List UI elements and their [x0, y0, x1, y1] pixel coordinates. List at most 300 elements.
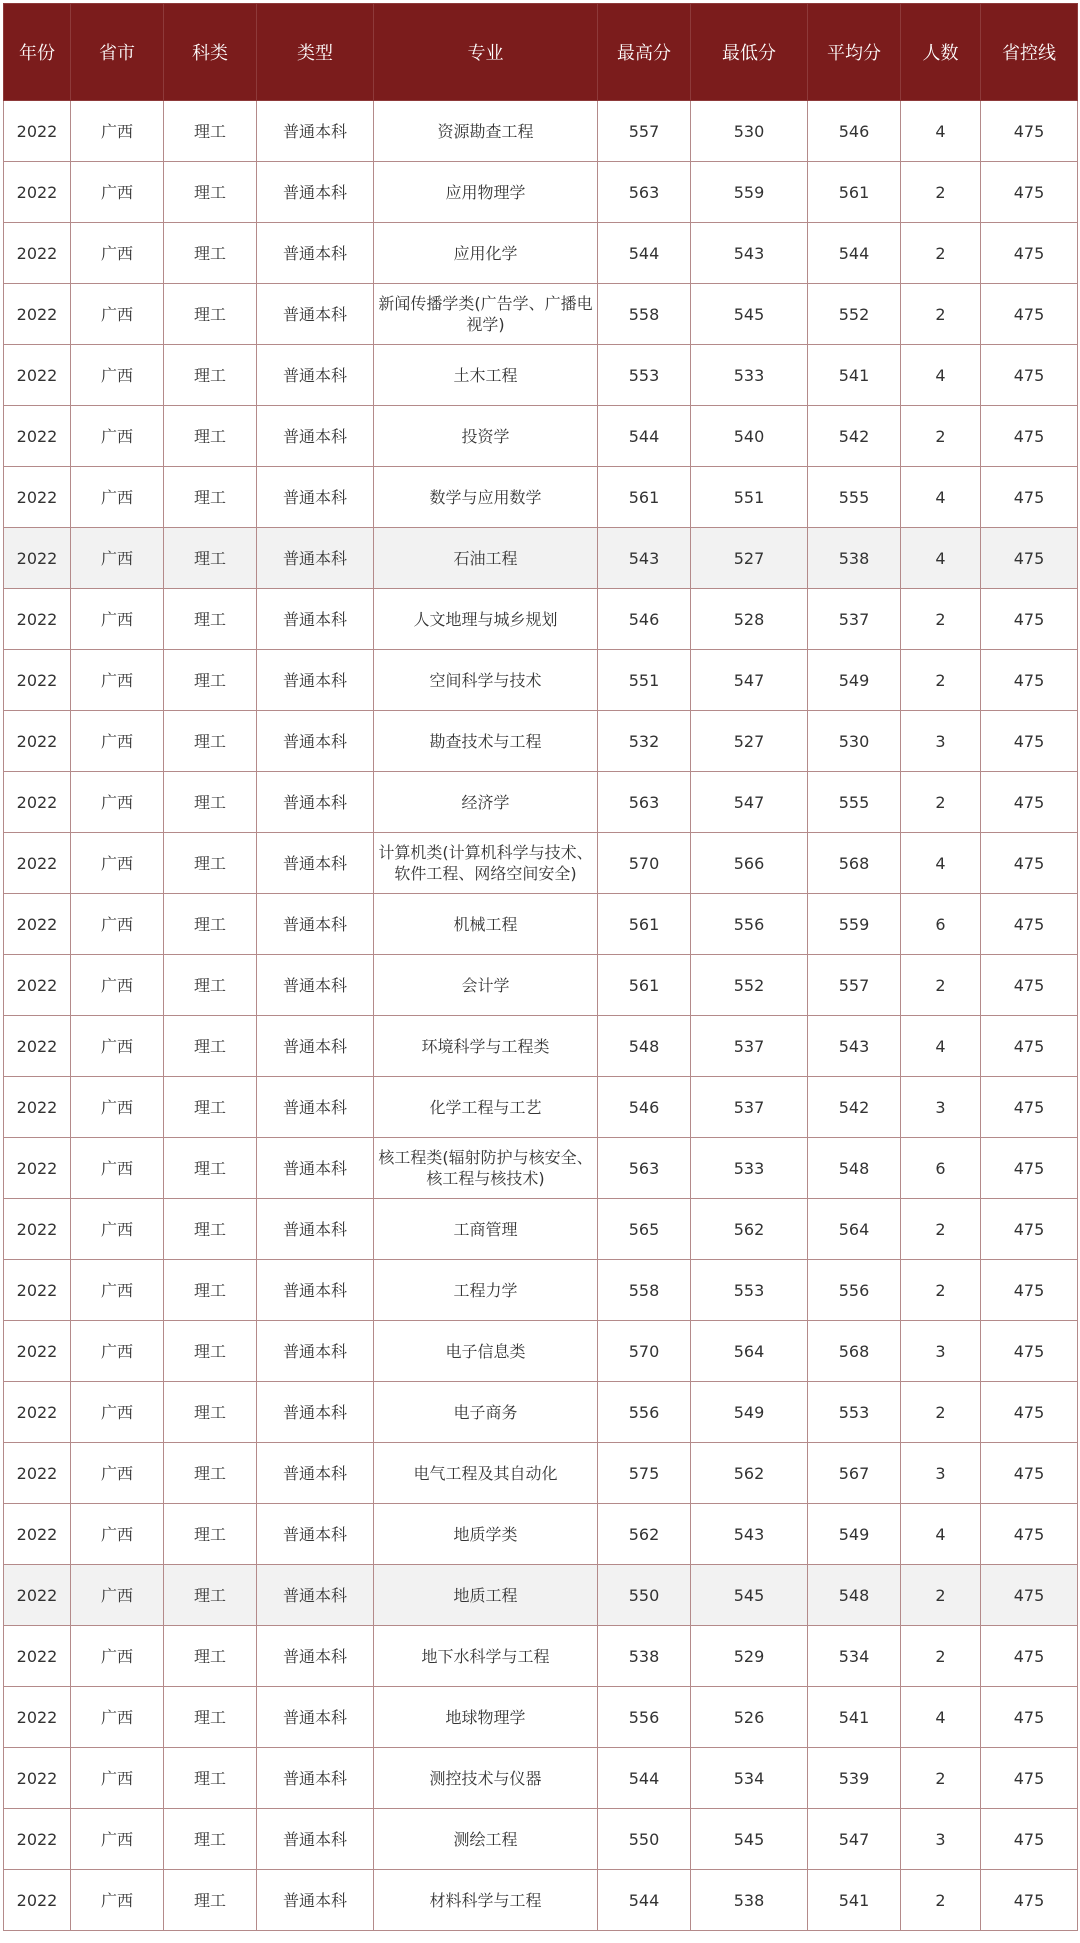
cell-type: 普通本科: [257, 650, 374, 711]
cell-avg-score: 544: [808, 223, 901, 284]
cell-category: 理工: [164, 345, 257, 406]
cell-min-score: 553: [691, 1260, 808, 1321]
cell-category: 理工: [164, 101, 257, 162]
cell-min-score: 527: [691, 528, 808, 589]
cell-province: 广西: [71, 711, 164, 772]
cell-year: 2022: [4, 1565, 71, 1626]
cell-min-score: 527: [691, 711, 808, 772]
cell-year: 2022: [4, 406, 71, 467]
cell-control-line: 475: [981, 1382, 1078, 1443]
cell-category: 理工: [164, 284, 257, 345]
table-row: [4, 1321, 1078, 1382]
cell-max-score: 532: [598, 711, 691, 772]
table-row: [4, 528, 1078, 589]
cell-type: 普通本科: [257, 772, 374, 833]
cell-category: 理工: [164, 955, 257, 1016]
cell-control-line: 475: [981, 1138, 1078, 1199]
cell-min-score: 552: [691, 955, 808, 1016]
cell-avg-score: 543: [808, 1016, 901, 1077]
table-row: [4, 1687, 1078, 1748]
cell-category: 理工: [164, 1199, 257, 1260]
cell-control-line: 475: [981, 1748, 1078, 1809]
cell-count: 6: [901, 1138, 981, 1199]
cell-type: 普通本科: [257, 711, 374, 772]
cell-major: 应用物理学: [374, 162, 598, 223]
cell-type: 普通本科: [257, 1565, 374, 1626]
cell-count: 4: [901, 528, 981, 589]
cell-count: 4: [901, 345, 981, 406]
cell-province: 广西: [71, 1870, 164, 1931]
cell-count: 4: [901, 101, 981, 162]
cell-category: 理工: [164, 1565, 257, 1626]
cell-control-line: 475: [981, 1199, 1078, 1260]
cell-year: 2022: [4, 772, 71, 833]
cell-year: 2022: [4, 955, 71, 1016]
cell-category: 理工: [164, 650, 257, 711]
cell-avg-score: 567: [808, 1443, 901, 1504]
cell-province: 广西: [71, 345, 164, 406]
cell-min-score: 559: [691, 162, 808, 223]
cell-province: 广西: [71, 101, 164, 162]
table-row: [4, 162, 1078, 223]
cell-year: 2022: [4, 1199, 71, 1260]
cell-min-score: 545: [691, 284, 808, 345]
cell-count: 2: [901, 1565, 981, 1626]
cell-avg-score: 556: [808, 1260, 901, 1321]
cell-year: 2022: [4, 1809, 71, 1870]
cell-max-score: 544: [598, 1748, 691, 1809]
cell-count: 3: [901, 1443, 981, 1504]
cell-category: 理工: [164, 1382, 257, 1443]
cell-avg-score: 548: [808, 1565, 901, 1626]
cell-count: 3: [901, 1077, 981, 1138]
cell-year: 2022: [4, 589, 71, 650]
cell-major: 会计学: [374, 955, 598, 1016]
cell-year: 2022: [4, 1382, 71, 1443]
cell-category: 理工: [164, 1748, 257, 1809]
cell-avg-score: 561: [808, 162, 901, 223]
table-row: [4, 467, 1078, 528]
cell-max-score: 561: [598, 467, 691, 528]
cell-type: 普通本科: [257, 589, 374, 650]
cell-avg-score: 553: [808, 1382, 901, 1443]
cell-major: 地球物理学: [374, 1687, 598, 1748]
cell-min-score: 530: [691, 101, 808, 162]
cell-control-line: 475: [981, 1077, 1078, 1138]
cell-province: 广西: [71, 1565, 164, 1626]
cell-count: 3: [901, 1809, 981, 1870]
cell-type: 普通本科: [257, 955, 374, 1016]
cell-max-score: 551: [598, 650, 691, 711]
table-row: [4, 955, 1078, 1016]
cell-major: 地质工程: [374, 1565, 598, 1626]
cell-province: 广西: [71, 772, 164, 833]
table-row: [4, 1138, 1078, 1199]
cell-year: 2022: [4, 1870, 71, 1931]
cell-category: 理工: [164, 528, 257, 589]
cell-min-score: 534: [691, 1748, 808, 1809]
cell-control-line: 475: [981, 955, 1078, 1016]
cell-major: 经济学: [374, 772, 598, 833]
cell-avg-score: 552: [808, 284, 901, 345]
cell-category: 理工: [164, 1504, 257, 1565]
cell-type: 普通本科: [257, 467, 374, 528]
cell-control-line: 475: [981, 162, 1078, 223]
table-row: [4, 1443, 1078, 1504]
cell-type: 普通本科: [257, 833, 374, 894]
cell-type: 普通本科: [257, 1199, 374, 1260]
cell-province: 广西: [71, 1016, 164, 1077]
cell-year: 2022: [4, 711, 71, 772]
cell-type: 普通本科: [257, 894, 374, 955]
cell-province: 广西: [71, 955, 164, 1016]
cell-control-line: 475: [981, 1260, 1078, 1321]
cell-type: 普通本科: [257, 1809, 374, 1870]
cell-max-score: 544: [598, 223, 691, 284]
cell-category: 理工: [164, 223, 257, 284]
cell-avg-score: 559: [808, 894, 901, 955]
cell-control-line: 475: [981, 101, 1078, 162]
cell-count: 6: [901, 894, 981, 955]
cell-avg-score: 549: [808, 1504, 901, 1565]
cell-count: 2: [901, 955, 981, 1016]
cell-type: 普通本科: [257, 1626, 374, 1687]
cell-avg-score: 549: [808, 650, 901, 711]
cell-category: 理工: [164, 1809, 257, 1870]
cell-min-score: 547: [691, 650, 808, 711]
cell-count: 3: [901, 711, 981, 772]
cell-province: 广西: [71, 162, 164, 223]
cell-count: 4: [901, 833, 981, 894]
cell-category: 理工: [164, 772, 257, 833]
cell-major: 计算机类(计算机科学与技术、软件工程、网络空间安全): [374, 833, 598, 894]
cell-province: 广西: [71, 284, 164, 345]
cell-type: 普通本科: [257, 1748, 374, 1809]
header-row: [4, 4, 1078, 101]
cell-province: 广西: [71, 589, 164, 650]
cell-year: 2022: [4, 833, 71, 894]
cell-year: 2022: [4, 1687, 71, 1748]
cell-min-score: 537: [691, 1077, 808, 1138]
cell-max-score: 553: [598, 345, 691, 406]
cell-year: 2022: [4, 284, 71, 345]
cell-major: 工程力学: [374, 1260, 598, 1321]
cell-control-line: 475: [981, 284, 1078, 345]
cell-type: 普通本科: [257, 345, 374, 406]
cell-major: 核工程类(辐射防护与核安全、核工程与核技术): [374, 1138, 598, 1199]
cell-category: 理工: [164, 1260, 257, 1321]
cell-max-score: 550: [598, 1809, 691, 1870]
cell-province: 广西: [71, 406, 164, 467]
cell-count: 2: [901, 1382, 981, 1443]
cell-major: 材料科学与工程: [374, 1870, 598, 1931]
cell-max-score: 558: [598, 284, 691, 345]
cell-max-score: 563: [598, 772, 691, 833]
cell-province: 广西: [71, 223, 164, 284]
cell-count: 4: [901, 1016, 981, 1077]
table-row: [4, 711, 1078, 772]
cell-category: 理工: [164, 1870, 257, 1931]
cell-avg-score: 546: [808, 101, 901, 162]
cell-type: 普通本科: [257, 162, 374, 223]
cell-avg-score: 568: [808, 833, 901, 894]
column-header-year: 年份: [4, 4, 71, 101]
cell-year: 2022: [4, 101, 71, 162]
cell-min-score: 543: [691, 1504, 808, 1565]
table-row: [4, 650, 1078, 711]
cell-year: 2022: [4, 223, 71, 284]
cell-count: 4: [901, 1504, 981, 1565]
cell-year: 2022: [4, 650, 71, 711]
cell-type: 普通本科: [257, 1687, 374, 1748]
cell-avg-score: 568: [808, 1321, 901, 1382]
cell-control-line: 475: [981, 1016, 1078, 1077]
cell-type: 普通本科: [257, 1260, 374, 1321]
cell-major: 投资学: [374, 406, 598, 467]
cell-max-score: 570: [598, 1321, 691, 1382]
cell-control-line: 475: [981, 1565, 1078, 1626]
cell-avg-score: 539: [808, 1748, 901, 1809]
cell-avg-score: 555: [808, 467, 901, 528]
cell-category: 理工: [164, 162, 257, 223]
cell-type: 普通本科: [257, 406, 374, 467]
cell-province: 广西: [71, 1504, 164, 1565]
column-header-control-line: 省控线: [981, 4, 1078, 101]
cell-avg-score: 541: [808, 1870, 901, 1931]
cell-major: 人文地理与城乡规划: [374, 589, 598, 650]
cell-category: 理工: [164, 1443, 257, 1504]
cell-major: 测控技术与仪器: [374, 1748, 598, 1809]
cell-count: 3: [901, 1321, 981, 1382]
cell-province: 广西: [71, 528, 164, 589]
table-row: [4, 406, 1078, 467]
cell-category: 理工: [164, 894, 257, 955]
table-row: [4, 589, 1078, 650]
table-row: [4, 1626, 1078, 1687]
cell-max-score: 557: [598, 101, 691, 162]
cell-min-score: 566: [691, 833, 808, 894]
cell-control-line: 475: [981, 589, 1078, 650]
cell-min-score: 545: [691, 1565, 808, 1626]
cell-avg-score: 542: [808, 1077, 901, 1138]
cell-category: 理工: [164, 1687, 257, 1748]
cell-year: 2022: [4, 345, 71, 406]
cell-max-score: 538: [598, 1626, 691, 1687]
cell-province: 广西: [71, 894, 164, 955]
cell-province: 广西: [71, 650, 164, 711]
cell-max-score: 562: [598, 1504, 691, 1565]
cell-count: 2: [901, 162, 981, 223]
cell-major: 机械工程: [374, 894, 598, 955]
cell-province: 广西: [71, 1138, 164, 1199]
table-row: [4, 772, 1078, 833]
cell-category: 理工: [164, 833, 257, 894]
cell-min-score: 562: [691, 1443, 808, 1504]
cell-major: 电气工程及其自动化: [374, 1443, 598, 1504]
cell-max-score: 556: [598, 1687, 691, 1748]
table-row: [4, 1870, 1078, 1931]
cell-count: 2: [901, 772, 981, 833]
cell-max-score: 556: [598, 1382, 691, 1443]
cell-major: 电子商务: [374, 1382, 598, 1443]
cell-avg-score: 547: [808, 1809, 901, 1870]
cell-type: 普通本科: [257, 1138, 374, 1199]
table-row: [4, 101, 1078, 162]
cell-max-score: 565: [598, 1199, 691, 1260]
cell-category: 理工: [164, 589, 257, 650]
cell-max-score: 544: [598, 1870, 691, 1931]
cell-min-score: 556: [691, 894, 808, 955]
cell-max-score: 563: [598, 162, 691, 223]
cell-count: 2: [901, 1626, 981, 1687]
cell-max-score: 570: [598, 833, 691, 894]
cell-avg-score: 537: [808, 589, 901, 650]
cell-min-score: 529: [691, 1626, 808, 1687]
cell-min-score: 538: [691, 1870, 808, 1931]
cell-type: 普通本科: [257, 1321, 374, 1382]
cell-major: 地质学类: [374, 1504, 598, 1565]
cell-major: 化学工程与工艺: [374, 1077, 598, 1138]
cell-min-score: 547: [691, 772, 808, 833]
cell-max-score: 561: [598, 894, 691, 955]
cell-type: 普通本科: [257, 1016, 374, 1077]
cell-year: 2022: [4, 1321, 71, 1382]
cell-min-score: 564: [691, 1321, 808, 1382]
cell-type: 普通本科: [257, 1504, 374, 1565]
column-header-type: 类型: [257, 4, 374, 101]
cell-province: 广西: [71, 833, 164, 894]
cell-min-score: 537: [691, 1016, 808, 1077]
cell-major: 勘查技术与工程: [374, 711, 598, 772]
cell-province: 广西: [71, 1626, 164, 1687]
cell-category: 理工: [164, 1077, 257, 1138]
cell-control-line: 475: [981, 223, 1078, 284]
cell-province: 广西: [71, 467, 164, 528]
cell-control-line: 475: [981, 894, 1078, 955]
cell-year: 2022: [4, 1138, 71, 1199]
table-row: [4, 1199, 1078, 1260]
cell-major: 地下水科学与工程: [374, 1626, 598, 1687]
admission-scores-table: [3, 3, 1078, 1931]
cell-control-line: 475: [981, 833, 1078, 894]
table-header: [4, 4, 1078, 101]
column-header-min-score: 最低分: [691, 4, 808, 101]
cell-avg-score: 530: [808, 711, 901, 772]
column-header-avg-score: 平均分: [808, 4, 901, 101]
cell-major: 资源勘查工程: [374, 101, 598, 162]
table-row: [4, 1504, 1078, 1565]
table-row: [4, 345, 1078, 406]
cell-min-score: 540: [691, 406, 808, 467]
cell-avg-score: 564: [808, 1199, 901, 1260]
cell-category: 理工: [164, 1138, 257, 1199]
cell-major: 测绘工程: [374, 1809, 598, 1870]
cell-min-score: 562: [691, 1199, 808, 1260]
cell-max-score: 544: [598, 406, 691, 467]
column-header-category: 科类: [164, 4, 257, 101]
cell-year: 2022: [4, 1748, 71, 1809]
cell-type: 普通本科: [257, 1077, 374, 1138]
cell-max-score: 550: [598, 1565, 691, 1626]
cell-max-score: 558: [598, 1260, 691, 1321]
cell-min-score: 533: [691, 345, 808, 406]
cell-control-line: 475: [981, 1870, 1078, 1931]
table-row: [4, 284, 1078, 345]
cell-min-score: 533: [691, 1138, 808, 1199]
cell-year: 2022: [4, 1626, 71, 1687]
cell-category: 理工: [164, 1016, 257, 1077]
cell-avg-score: 534: [808, 1626, 901, 1687]
cell-control-line: 475: [981, 1626, 1078, 1687]
cell-control-line: 475: [981, 650, 1078, 711]
table-row: [4, 1382, 1078, 1443]
cell-category: 理工: [164, 711, 257, 772]
cell-province: 广西: [71, 1748, 164, 1809]
table-row: [4, 833, 1078, 894]
table-row: [4, 1260, 1078, 1321]
cell-count: 2: [901, 650, 981, 711]
cell-major: 空间科学与技术: [374, 650, 598, 711]
cell-control-line: 475: [981, 711, 1078, 772]
cell-major: 新闻传播学类(广告学、广播电视学): [374, 284, 598, 345]
cell-province: 广西: [71, 1809, 164, 1870]
cell-type: 普通本科: [257, 1870, 374, 1931]
cell-min-score: 528: [691, 589, 808, 650]
cell-count: 2: [901, 1199, 981, 1260]
cell-category: 理工: [164, 467, 257, 528]
cell-province: 广西: [71, 1321, 164, 1382]
cell-max-score: 561: [598, 955, 691, 1016]
cell-type: 普通本科: [257, 1382, 374, 1443]
cell-control-line: 475: [981, 345, 1078, 406]
cell-year: 2022: [4, 467, 71, 528]
cell-type: 普通本科: [257, 223, 374, 284]
cell-province: 广西: [71, 1443, 164, 1504]
cell-control-line: 475: [981, 1443, 1078, 1504]
cell-year: 2022: [4, 162, 71, 223]
cell-count: 2: [901, 1748, 981, 1809]
table-row: [4, 223, 1078, 284]
cell-count: 2: [901, 1260, 981, 1321]
cell-province: 广西: [71, 1687, 164, 1748]
cell-max-score: 546: [598, 589, 691, 650]
cell-avg-score: 555: [808, 772, 901, 833]
cell-avg-score: 557: [808, 955, 901, 1016]
cell-type: 普通本科: [257, 101, 374, 162]
cell-max-score: 548: [598, 1016, 691, 1077]
cell-control-line: 475: [981, 467, 1078, 528]
column-header-max-score: 最高分: [598, 4, 691, 101]
cell-min-score: 526: [691, 1687, 808, 1748]
cell-max-score: 575: [598, 1443, 691, 1504]
cell-province: 广西: [71, 1260, 164, 1321]
cell-control-line: 475: [981, 772, 1078, 833]
column-header-major: 专业: [374, 4, 598, 101]
table-row: [4, 894, 1078, 955]
table-body: [4, 101, 1078, 1931]
cell-avg-score: 542: [808, 406, 901, 467]
cell-control-line: 475: [981, 1321, 1078, 1382]
cell-min-score: 543: [691, 223, 808, 284]
cell-min-score: 551: [691, 467, 808, 528]
table-row: [4, 1565, 1078, 1626]
cell-major: 土木工程: [374, 345, 598, 406]
cell-avg-score: 548: [808, 1138, 901, 1199]
cell-count: 2: [901, 1870, 981, 1931]
cell-year: 2022: [4, 1077, 71, 1138]
cell-avg-score: 541: [808, 1687, 901, 1748]
cell-major: 应用化学: [374, 223, 598, 284]
